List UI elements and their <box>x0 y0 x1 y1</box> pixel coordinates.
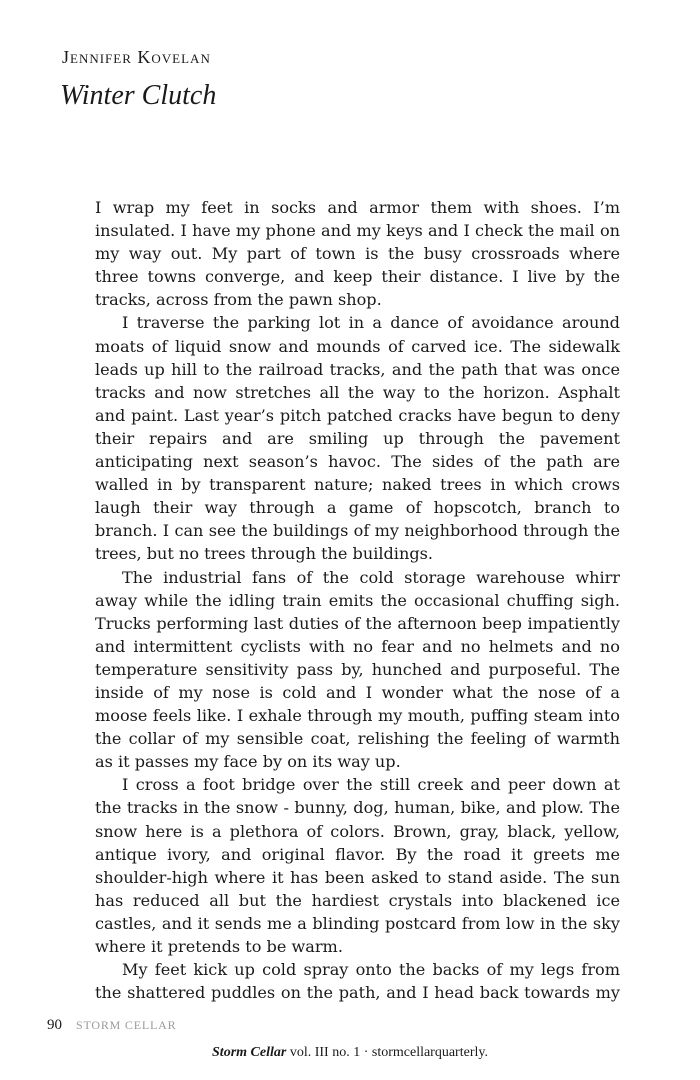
paragraph: I traverse the parking lot in a dance of avoidance around moats of liquid snow and mounds of carved ice. The sidewalk leads up hill to the railroad tracks, and the path that was once tracks and now stretches all the way to the horizon. Asphalt and paint. Last year’s pitch patched cracks have begun to deny their repairs and are smiling up through the pavement anticipating next season’s havoc. The sides of the path are walled in by transparent nature; naked trees in which crows laugh their way through a game of hopscotch, branch to branch. I can see the buildings of my neighborhood through the trees, but no trees through the buildings. <box>95 313 620 564</box>
footer-separator: · <box>360 1045 372 1060</box>
story-title: Winter Clutch <box>60 80 217 111</box>
page-number: 90 <box>47 1017 62 1033</box>
running-head: STORM CELLAR <box>76 1018 177 1032</box>
issue-info: vol. III no. 1 <box>286 1045 361 1060</box>
author-name: Jennifer Kovelan <box>62 47 211 67</box>
page-footer-left <box>47 1017 176 1034</box>
publication-footer <box>0 1045 700 1061</box>
journal-name: Storm Cellar <box>212 1045 287 1060</box>
journal-website: stormcellarquarterly. <box>371 1045 488 1060</box>
paragraph: The industrial fans of the cold storage warehouse whirr away while the idling train emits the occasional chuffing sigh. Trucks performing last duties of the afternoon beep impatiently and intermittent cyclists with no fear and no helmets and no temperature sensitivity pass by, hunched and purposeful. The inside of my nose is cold and I wonder what the nose of a moose feels like. I exhale through my mouth, puffing steam into the collar of my sensible coat, relishing the feeling of warmth as it passes my face by on its way up. <box>95 567 620 772</box>
paragraph: I cross a foot bridge over the still creek and peer down at the tracks in the snow - bunny, dog, human, bike, and plow. The snow here is a plethora of colors. Brown, gray, black, yellow, antique ivory, and original flavor. By the road it greets me shoulder-high where it has been asked to stand aside. The sun has reduced all but the hardiest crystals into blackened ice castles, and it sends me a blinding postcard from low in the sky where it pretends to be warm. <box>95 775 620 956</box>
paragraph: I wrap my feet in socks and armor them with shoes. I’m insulated. I have my phone and my keys and I check the mail on my way out. My part of town is the busy crossroads where three towns converge, and keep their distance. I live by the tracks, across from the pawn shop. <box>95 198 620 310</box>
story-body <box>95 196 620 1004</box>
paragraph: My feet kick up cold spray onto the backs of my legs from the shattered puddles on the path, and I head back towards my <box>95 960 620 1003</box>
